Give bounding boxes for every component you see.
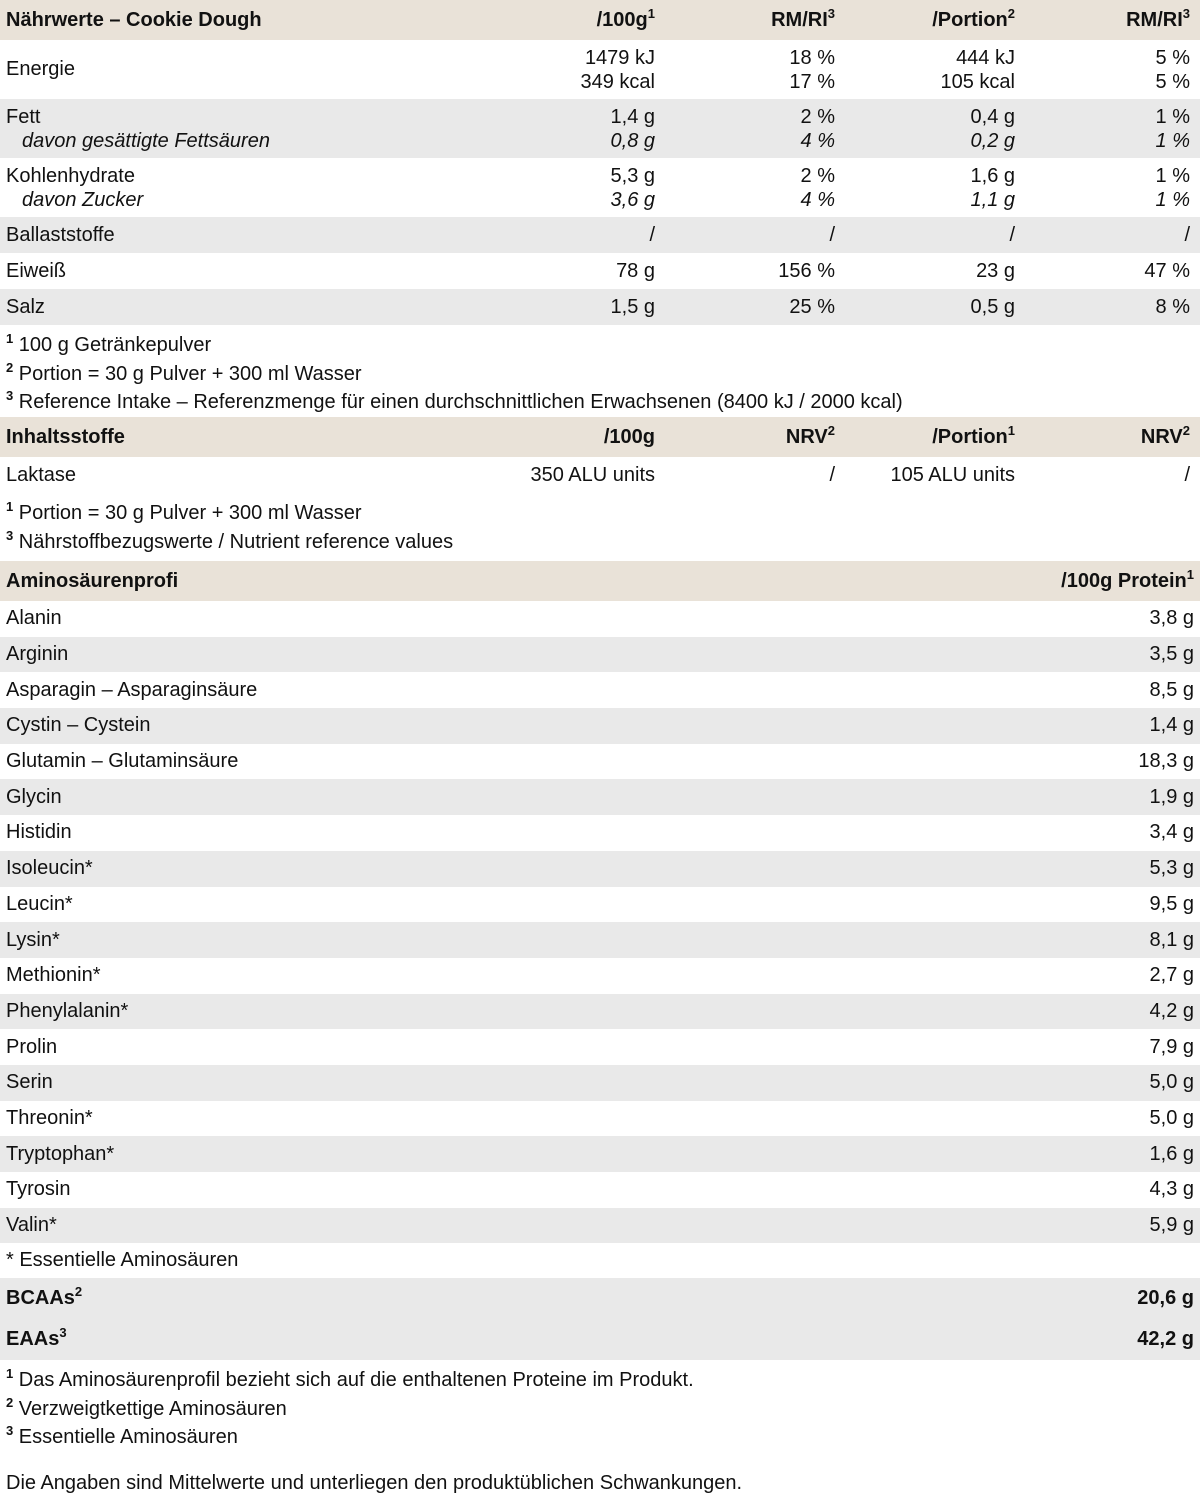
- amino-row: [0, 1172, 1200, 1208]
- energy-label: Energie: [6, 58, 75, 80]
- footnote: $^1$ Portion = 30 g Pulver + 300 ml Wasser: [6, 499, 362, 524]
- sat-fat-label: davon gesättigte Fettsäuren: [22, 129, 270, 152]
- sugar-label: davon Zucker: [22, 188, 144, 211]
- amino-value: 8,5 g: [1149, 678, 1194, 701]
- fiber-rip: /: [1184, 223, 1190, 246]
- amino-value: 3,4 g: [1149, 821, 1194, 844]
- nutrition-table: [0, 0, 1200, 417]
- row-salt: [0, 289, 1200, 325]
- amino-table: [0, 561, 1200, 1497]
- lactase-100: 350 ALU units: [530, 463, 655, 486]
- amino-value: 8,1 g: [1149, 928, 1194, 951]
- energy-100-kcal: 349 kcal: [580, 70, 655, 93]
- col-ri-100g: $RM/RI^3$: [771, 5, 835, 31]
- protein-ri100: 156 %: [778, 259, 835, 282]
- sat-fat-portion: 0,2 g: [970, 129, 1015, 152]
- footnote: $^3$ Reference Intake – Referenzmenge für einen durchschnittlichen Erwachsenen (8400 kJ / 2000 kcal): [6, 388, 903, 413]
- amino-name: Asparagin – Asparaginsäure: [6, 678, 258, 701]
- amino-name: Alanin: [6, 607, 62, 630]
- ingredients-footnotes: [0, 493, 1200, 561]
- row-lactase: [0, 457, 1200, 493]
- footnote: $^3$ Nährstoffbezugswerte / Nutrient reference values: [6, 527, 454, 553]
- amino-name: Cystin – Cystein: [6, 714, 151, 737]
- amino-name: Serin: [6, 1071, 53, 1094]
- row-protein: [0, 253, 1200, 289]
- amino-row: [0, 1101, 1200, 1137]
- amino-name: Tryptophan*: [6, 1142, 115, 1165]
- amino-footnotes: [0, 1360, 1200, 1452]
- sugar-portion: 1,1 g: [970, 188, 1015, 211]
- amino-row: [0, 887, 1200, 923]
- fat-100: 1,4 g: [610, 105, 655, 128]
- amino-value: 5,0 g: [1149, 1106, 1194, 1129]
- amino-row: [0, 1136, 1200, 1172]
- amino-value: 4,2 g: [1149, 999, 1194, 1022]
- eaa-value: 42,2 g: [1137, 1328, 1194, 1351]
- amino-value: 3,5 g: [1149, 643, 1194, 666]
- amino-row: [0, 779, 1200, 815]
- fat-ri100: 2 %: [800, 105, 835, 128]
- amino-row: [0, 1029, 1200, 1065]
- fiber-100: /: [649, 223, 655, 246]
- ingredients-table: [0, 417, 1200, 561]
- energy-ri100-kj: 18 %: [789, 46, 835, 69]
- col-nrv-portion: NRV$^2$: [1140, 422, 1190, 448]
- amino-row: [0, 708, 1200, 744]
- amino-value: 5,9 g: [1149, 1214, 1194, 1237]
- amino-value: 5,3 g: [1149, 857, 1194, 880]
- bcaa-label: BCAAs$^2$: [6, 1284, 83, 1310]
- col-ri-portion: $RM/RI^3$: [1126, 5, 1190, 31]
- row-fiber: [0, 217, 1200, 253]
- carbs-rip: 1 %: [1155, 164, 1190, 187]
- carbs-100: 5,3 g: [610, 164, 655, 187]
- amino-row: [0, 672, 1200, 708]
- salt-100: 1,5 g: [610, 295, 655, 318]
- amino-name: Phenylalanin*: [6, 999, 129, 1022]
- carbs-label: Kohlenhydrate: [6, 164, 135, 187]
- lactase-nrv100: /: [829, 463, 835, 486]
- amino-value: 1,9 g: [1149, 785, 1194, 808]
- fiber-portion: /: [1009, 223, 1015, 246]
- eaa-label: EAAs$^3$: [6, 1325, 67, 1351]
- energy-rip-kcal: 5 %: [1155, 70, 1190, 93]
- amino-value: 2,7 g: [1149, 964, 1194, 987]
- amino-value: 4,3 g: [1149, 1178, 1194, 1201]
- amino-value: 9,5 g: [1149, 892, 1194, 915]
- row-carbs: [0, 158, 1200, 217]
- footnote: $^2$ Portion = 30 g Pulver + 300 ml Wasser: [6, 359, 362, 385]
- protein-portion: 23 g: [976, 259, 1015, 282]
- energy-ri100-kcal: 17 %: [789, 70, 835, 93]
- amino-row: [0, 815, 1200, 851]
- lactase-portion: 105 ALU units: [890, 463, 1015, 486]
- carbs-ri100: 2 %: [800, 164, 835, 187]
- amino-name: Threonin*: [6, 1106, 93, 1129]
- energy-rip-kj: 5 %: [1155, 46, 1190, 69]
- energy-portion-kj: 444 kJ: [956, 46, 1015, 69]
- nutrition-header-row: [0, 0, 1200, 40]
- col-per-100g: $/100g^1$: [596, 5, 655, 31]
- amino-row: [0, 637, 1200, 673]
- amino-row: [0, 994, 1200, 1030]
- row-bcaa: [0, 1278, 1200, 1319]
- energy-portion-kcal: 105 kcal: [940, 70, 1015, 93]
- row-eaa: [0, 1319, 1200, 1360]
- amino-name: Glycin: [6, 785, 62, 808]
- amino-name: Tyrosin: [6, 1178, 71, 1201]
- amino-name: Isoleucin*: [6, 857, 93, 880]
- sugar-rip: 1 %: [1155, 188, 1190, 211]
- footnote: $^3$ Essentielle Aminosäuren: [6, 1423, 238, 1449]
- amino-name: Lysin*: [6, 928, 60, 951]
- bcaa-value: 20,6 g: [1137, 1287, 1194, 1310]
- col-nrv-100g: NRV$^2$: [785, 422, 835, 448]
- carbs-portion: 1,6 g: [970, 164, 1015, 187]
- fat-label: Fett: [6, 105, 41, 128]
- col-per-portion: /Portion$^1$: [932, 422, 1015, 448]
- fiber-ri100: /: [829, 223, 835, 246]
- amino-name: Prolin: [6, 1035, 58, 1058]
- amino-name: Histidin: [6, 821, 72, 844]
- col-per-100g: /100g: [603, 425, 655, 448]
- energy-100-kj: 1479 kJ: [584, 46, 655, 69]
- footnote: $^1$ 100 g Getränkepulver: [6, 331, 212, 356]
- col-per-portion: /Portion$^2$: [932, 5, 1015, 31]
- salt-rip: 8 %: [1155, 295, 1190, 318]
- amino-value: 5,0 g: [1149, 1071, 1194, 1094]
- disclaimer: Die Angaben sind Mittelwerte und unterliegen den produktüblichen Schwankungen.: [6, 1471, 743, 1494]
- ingredients-title: Inhaltsstoffe: [6, 425, 125, 448]
- fat-portion: 0,4 g: [970, 105, 1015, 128]
- sat-fat-rip: 1 %: [1155, 129, 1190, 152]
- amino-row: [0, 744, 1200, 780]
- fiber-label: Ballaststoffe: [6, 223, 115, 246]
- amino-name: Glutamin – Glutaminsäure: [6, 750, 239, 773]
- sat-fat-ri100: 4 %: [800, 129, 835, 152]
- amino-row: [0, 958, 1200, 994]
- sugar-100: 3,6 g: [610, 188, 655, 211]
- footnote: $^2$ Verzweigtkettige Aminosäuren: [6, 1394, 287, 1420]
- amino-value: 1,4 g: [1149, 714, 1194, 737]
- nutrition-footnotes: [0, 325, 1200, 417]
- protein-rip: 47 %: [1144, 259, 1190, 282]
- row-fat: [0, 99, 1200, 158]
- nutrition-title: Nährwerte – Cookie Dough: [6, 8, 262, 31]
- amino-name: Leucin*: [6, 892, 73, 915]
- protein-100: 78 g: [616, 259, 655, 282]
- sat-fat-100: 0,8 g: [610, 129, 655, 152]
- amino-row: [0, 601, 1200, 637]
- protein-label: Eiweiß: [6, 259, 67, 282]
- amino-title: Aminosäurenprofi: [6, 569, 179, 592]
- amino-row: [0, 922, 1200, 958]
- fat-rip: 1 %: [1155, 105, 1190, 128]
- amino-row: [0, 1208, 1200, 1244]
- lactase-label: Laktase: [6, 463, 77, 486]
- amino-value: 7,9 g: [1149, 1035, 1194, 1058]
- amino-name: Methionin*: [6, 964, 101, 987]
- essential-note: * Essentielle Aminosäuren: [6, 1249, 239, 1272]
- amino-row: [0, 851, 1200, 887]
- salt-ri100: 25 %: [789, 295, 835, 318]
- amino-row: [0, 1065, 1200, 1101]
- amino-name: Arginin: [6, 643, 69, 666]
- sugar-ri100: 4 %: [800, 188, 835, 211]
- footnote: $^1$ Das Aminosäurenprofil bezieht sich auf die enthaltenen Proteine im Produkt.: [6, 1366, 694, 1392]
- amino-value: 3,8 g: [1149, 607, 1194, 630]
- amino-value: 18,3 g: [1138, 750, 1194, 773]
- amino-header-row: [0, 561, 1200, 601]
- amino-name: Valin*: [6, 1214, 57, 1237]
- row-energy: [0, 40, 1200, 99]
- salt-portion: 0,5 g: [970, 295, 1015, 318]
- lactase-nrvp: /: [1184, 463, 1190, 486]
- amino-rows: [0, 601, 1200, 1243]
- salt-label: Salz: [6, 295, 45, 318]
- ingredients-header-row: [0, 417, 1200, 457]
- col-per-100g-protein: /100g Protein$^1$: [1061, 566, 1194, 592]
- amino-value: 1,6 g: [1149, 1142, 1194, 1165]
